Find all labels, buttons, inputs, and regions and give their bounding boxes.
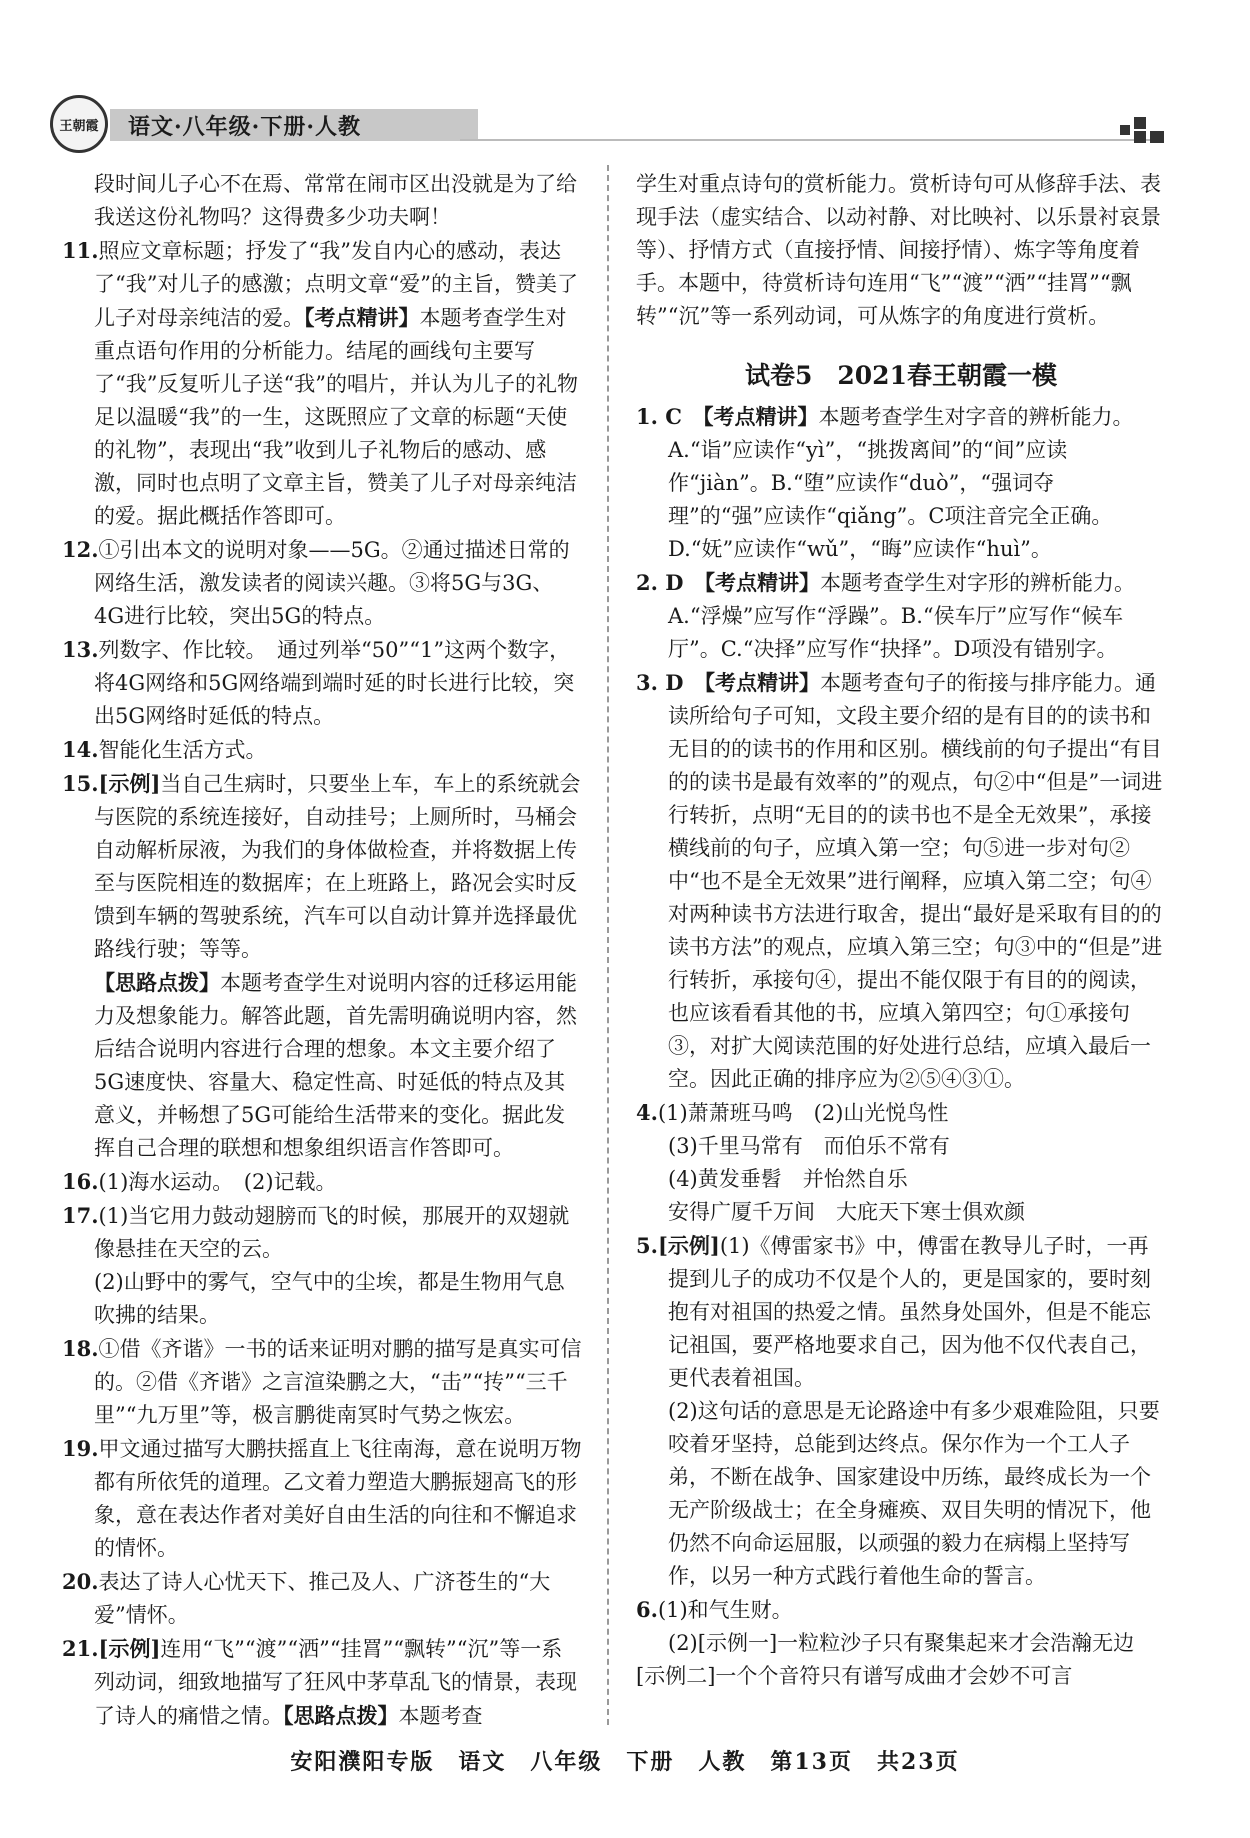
decorative-squares-icon <box>1120 117 1170 143</box>
answer-r4-line3: (4)黄发垂髫 并怡然自乐 <box>668 1167 908 1191</box>
logo-text: 王朝霞 <box>59 118 99 134</box>
answer-20: 20.表达了诗人心忧天下、推己及人、广济苍生的“大爱”情怀。 <box>62 1569 551 1627</box>
answer-r6: 6.(1)和气生财。 <box>636 1597 793 1622</box>
left-column <box>62 168 582 1733</box>
answer-13: 13.列数字、作比较。 通过列举“50”“1”这两个数字，将4G网络和5G网络端到端时延的时长进行比较，突出5G网络时延低的特点。 <box>62 637 575 728</box>
section-title: 试卷5 2021春王朝霞一模 <box>745 361 1057 390</box>
answer-19: 19.甲文通过描写大鹏扶摇直上飞往南海，意在说明万物都有所依凭的道理。乙文着力塑造大鹏振翅高飞的形象，意在表达作者对美好自由生活的向往和不懈追求的情怀。 <box>62 1436 582 1560</box>
answer-17-part2: (2)山野中的雾气，空气中的尘埃，都是生物用气息吹拂的结果。 <box>94 1270 565 1327</box>
answer-r3: 3. D 【考点精讲】本题考查句子的衔接与排序能力。通读所给句子可知，文段主要介绍的是有目的的读书和无目的的读书的作用和区别。横线前的句子提出“有目的的读书是最有效率的”的观点，句②中“但是”一词进行转折，点明“无目的的读书也不是全无效果”，承接横线前的句子，应填入第一空；句⑤进一步对句②中“也不是全无效果”进行阐释，应填入第二空；句④对两种读书方法进行取舍，提出“最好是采取有目的的读书方法”的观点，应填入第三空；句③中的“但是”进行转折，承接句④，提出不能仅限于有目的的阅读，也应该看看其他的书，应填入第四空；句①承接句③，对扩大阅读范围的好处进行总结，应填入最后一空。因此正确的排序应为②⑤④③①。 <box>636 670 1163 1091</box>
header-rule <box>460 139 1160 141</box>
continued-paragraph: 段时间儿子心不在焉、常常在闹市区出没就是为了给我送这份礼物吗？这得费多少功夫啊！ <box>94 172 577 229</box>
answer-r4: 4.(1)萧萧班马鸣 (2)山光悦鸟性 <box>636 1100 949 1125</box>
answer-r4-line4: 安得广厦千万间 大庇天下寒士俱欢颜 <box>668 1200 1025 1224</box>
answer-r6-part3: [示例二]一个个音符只有谱写成曲才会妙不可言 <box>636 1664 1073 1688</box>
answer-r2: 2. D 【考点精讲】本题考查学生对字形的辨析能力。A.“浮燥”应写作“浮躁”。B.“侯车厅”应写作“候车厅”。C.“决择”应写作“抉择”。D项没有错别字。 <box>636 570 1135 661</box>
answer-18: 18.①借《齐谐》一书的话来证明对鹏的描写是真实可信的。②借《齐谐》之言渲染鹏之大，“击”“抟”“三千里”“九万里”等，极言鹏徙南冥时气势之恢宏。 <box>62 1336 582 1427</box>
answer-17: 17.(1)当它用力鼓动翅膀而飞的时候，那展开的双翅就像悬挂在天空的云。 <box>62 1203 570 1261</box>
page-header <box>50 95 1170 150</box>
answer-15-hint: 【思路点拨】本题考查学生对说明内容的迁移运用能力及想象能力。解答此题，首先需明确说明内容，然后结合说明内容进行合理的想象。本文主要介绍了5G速度快、容量大、稳定性高、时延低的特点及其意义，并畅想了5G可能给生活带来的变化。据此发挥自己合理的联想和想象组织语言作答即可。 <box>94 970 577 1160</box>
answer-21: 21.[示例]连用“飞”“渡”“洒”“挂罥”“飘转”“沉”等一系列动词，细致地描写了狂风中茅草乱飞的情景，表现了诗人的痛惜之情。【思路点拨】本题考查 <box>62 1636 577 1728</box>
answer-r6-part2: (2)[示例一]一粒粒沙子只有聚集起来才会浩瀚无边 <box>668 1631 1135 1655</box>
answer-12: 12.①引出本文的说明对象——5G。②通过描述日常的网络生活，激发读者的阅读兴趣。③将5G与3G、4G进行比较，突出5G的特点。 <box>62 537 570 628</box>
column-divider <box>607 165 609 1725</box>
answer-r5: 5.[示例](1)《傅雷家书》中，傅雷在教导儿子时，一再提到儿子的成功不仅是个人的，更是国家的，要时刻抱有对祖国的热爱之情。虽然身处国外，但是不能忘记祖国，要严格地要求自己，因为他不仅代表自己，更代表着祖国。 <box>636 1233 1151 1390</box>
publisher-logo <box>50 95 108 153</box>
answer-14: 14.智能化生活方式。 <box>62 737 267 762</box>
answer-11: 11.照应文章标题；抒发了“我”发自内心的感动，表达了“我”对儿子的感激；点明文章“爱”的主旨，赞美了儿子对母亲纯洁的爱。【考点精讲】本题考查学生对重点语句作用的分析能力。结尾的画线句主要写了“我”反复听儿子送“我”的唱片，并认为儿子的礼物足以温暖“我”的一生，这既照应了文章的标题“天使的礼物”，表现出“我”收到儿子礼物后的感动、感激，同时也点明了文章主旨，赞美了儿子对母亲纯洁的爱。据此概括作答即可。 <box>62 238 578 528</box>
continued-paragraph-right: 学生对重点诗句的赏析能力。赏析诗句可从修辞手法、表现手法（虚实结合、以动衬静、对比映衬、以乐景衬哀景等）、抒情方式（直接抒情、间接抒情）、炼字等角度着手。本题中，待赏析诗句连用“飞”“渡”“洒”“挂罥”“飘转”“沉”等一系列动词，可从炼字的角度进行赏析。 <box>636 172 1161 328</box>
answer-r1: 1. C 【考点精讲】本题考查学生对字音的辨析能力。A.“诣”应读作“yì”，“挑拨离间”的“间”应读作“jiàn”。B.“堕”应读作“duò”，“强词夺理”的“强”应读作“qiǎng”。C项注音完全正确。D.“妩”应读作“wǔ”，“晦”应读作“huì”。 <box>636 404 1134 561</box>
answer-16: 16.(1)海水运动。 (2)记载。 <box>62 1169 337 1194</box>
page-footer: 安阳濮阳专版 语文 八年级 下册 人教 第13页 共23页 <box>290 1749 960 1775</box>
answer-r5-part2: (2)这句话的意思是无论路途中有多少艰难险阻，只要咬着牙坚持，总能到达终点。保尔作为一个工人子弟，不断在战争、国家建设中历练，最终成长为一个无产阶级战士；在全身瘫痪、双目失明的情况下，他仍然不向命运屈服，以顽强的毅力在病榻上坚持写作，以另一种方式践行着他生命的誓言。 <box>668 1399 1160 1588</box>
answer-r4-line2: (3)千里马常有 而伯乐不常有 <box>668 1134 950 1158</box>
header-band: 语文·八年级·下册·人教 <box>110 109 478 141</box>
right-column <box>636 168 1166 1693</box>
answer-15: 15.[示例]当自己生病时，只要坐上车，车上的系统就会与医院的系统连接好，自动挂号；上厕所时，马桶会自动解析尿液，为我们的身体做检查，并将数据上传至与医院相连的数据库；在上班路上，路况会实时反馈到车辆的驾驶系统，汽车可以自动计算并选择最优路线行驶；等等。 <box>62 771 581 961</box>
